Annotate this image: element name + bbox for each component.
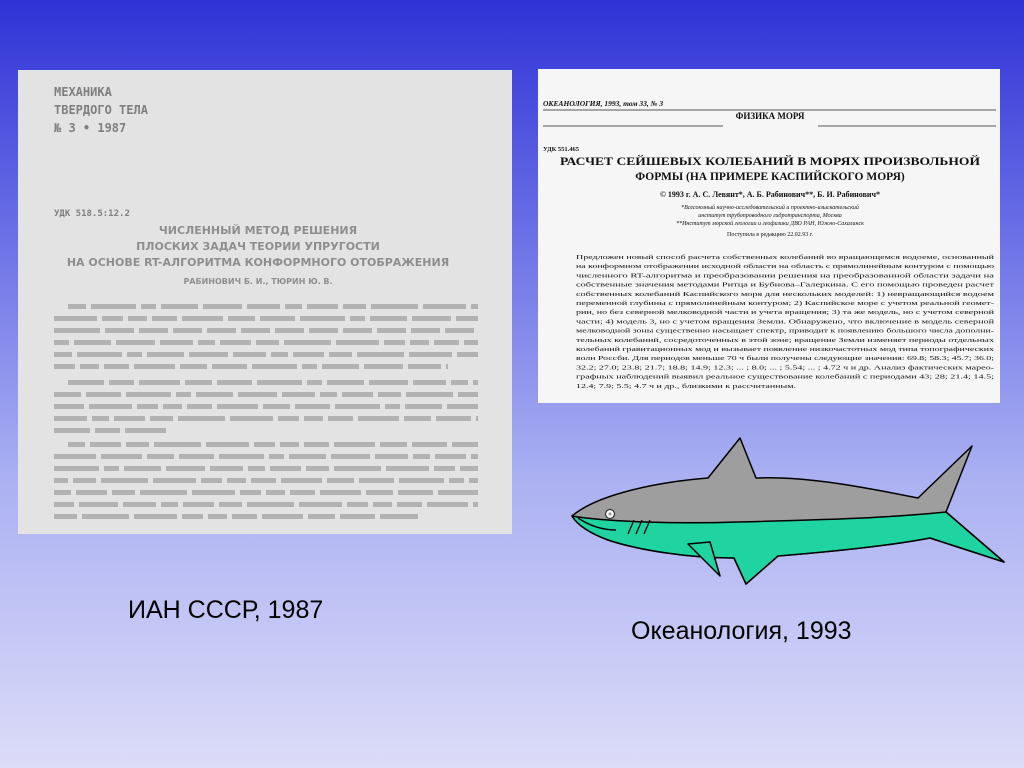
abstract-line: численного RT-алгоритма и преобразовании решения на преобразованной области задачи на: [576, 272, 995, 280]
affiliation-line3: **Институт морской геологии и геофизики ДВО РАН, Южно-Сахалинск: [676, 221, 864, 227]
received-date: Поступила в редакцию 22.02.93 г.: [726, 232, 814, 238]
illegible-body-text: [54, 304, 478, 519]
paper-authors: РАБИНОВИЧ Б. И., ТЮРИН Ю. В.: [183, 277, 333, 286]
abstract-line: Предложен новый способ расчета собственных колебаний во вращающемся водоеме, основанный: [576, 254, 995, 261]
scan-okeanologiya-1993: [538, 69, 1000, 403]
abstract-line: волн Россби. Для периодов меньше 70 ч были получены следующие значения: 69.8; 58.3; 45.7; 36.0;: [576, 355, 995, 363]
abstract-line: части; 4) модель 3, но с учетом вращения Земли. Обнаружено, что включение в модель северной: [576, 318, 995, 326]
paper-title-line2: ПЛОСКИХ ЗАДАЧ ТЕОРИИ УПРУГОСТИ: [136, 240, 380, 253]
udk-code: УДК 551.465: [543, 146, 580, 153]
section-title: ФИЗИКА МОРЯ: [735, 111, 805, 121]
article-title-line1: РАСЧЕТ СЕЙШЕВЫХ КОЛЕБАНИЙ В МОРЯХ ПРОИЗВОЛЬНОЙ: [560, 156, 917, 168]
abstract-line: колебаний гравитационных мод и вызывает появление низкочастотных мод типа топографических: [576, 346, 996, 353]
udk-code: УДК 518.5:12.2: [54, 209, 130, 219]
caption-right: Океанология, 1993: [631, 617, 852, 645]
abstract-line: графных наблюдений выявил реальное существование колебаний с периодами 43; 28; 21.4; 14.5;: [576, 373, 995, 381]
affiliation-line1: *Всесоюзный научно-исследовательский и проектно-изыскательский: [681, 205, 859, 211]
affiliation-line2: институт трубопроводного гидротранспорта, Москва: [698, 213, 842, 219]
journal-name-line2: ТВЕРДОГО ТЕЛА: [54, 103, 148, 117]
shark-icon: [568, 434, 1008, 594]
caption-left: ИАН СССР, 1987: [128, 596, 324, 624]
abstract-line: собственные значения методами Ритца и Бубнова–Галеркина. С его помощью проведен расчет: [576, 281, 995, 289]
abstract-line: рии, но без северной мелководной части и учета вращения; 3) та же модель, но с учетом северной: [576, 309, 995, 317]
journal-name-line1: МЕХАНИКА: [54, 85, 112, 99]
journal-issue: № 3 • 1987: [54, 121, 127, 135]
article-title-line2: ФОРМЫ (НА ПРИМЕРЕ КАСПИЙСКОГО МОРЯ): [635, 171, 905, 183]
paper-title-line3: НА ОСНОВЕ RT-АЛГОРИТМА КОНФОРМНОГО ОТОБРАЖЕНИЯ: [66, 256, 450, 269]
abstract: [576, 254, 995, 390]
abstract-line: мелководной зоны существенно насыщает спектр, приводит к появлению большого числа дополни-: [576, 327, 994, 335]
abstract-line: 12.4; 7.9; 5.5; 4.7 ч и др., близкими к рассчитанным.: [576, 382, 797, 390]
abstract-line: на конформном отображении исходной области на область с прямолинейным контуром с помощью: [576, 263, 995, 271]
abstract-line: собственных колебаний Каспийского моря для нескольких моделей: 1) невращающийся водоем: [576, 290, 996, 298]
abstract-line: тельных колебаний, сосредоточенных в этой зоне; вращение Земли изменяет периоды отдельных: [576, 336, 996, 344]
paper-title-line1: ЧИСЛЕННЫЙ МЕТОД РЕШЕНИЯ: [158, 224, 358, 237]
scan-mekhanika-1987: [18, 70, 512, 534]
journal-header: ОКЕАНОЛОГИЯ, 1993, том 33, № 3: [543, 99, 664, 108]
article-authors: © 1993 г. А. С. Левянт*, А. Б. Рабинович**, Б. И. Рабинович*: [659, 190, 881, 199]
abstract-line: переменной глубины с прямолинейным контуром; 2) Каспийское море с учетом реальной геомет-: [576, 300, 994, 307]
abstract-line: 32.2; 27.0; 23.8; 21.7; 18.8; 14.9; 12.3; ... ; 8.0; ... ; 5.54; ... ; 4.72 ч и др. Анализ фактических мареo-: [576, 364, 994, 372]
